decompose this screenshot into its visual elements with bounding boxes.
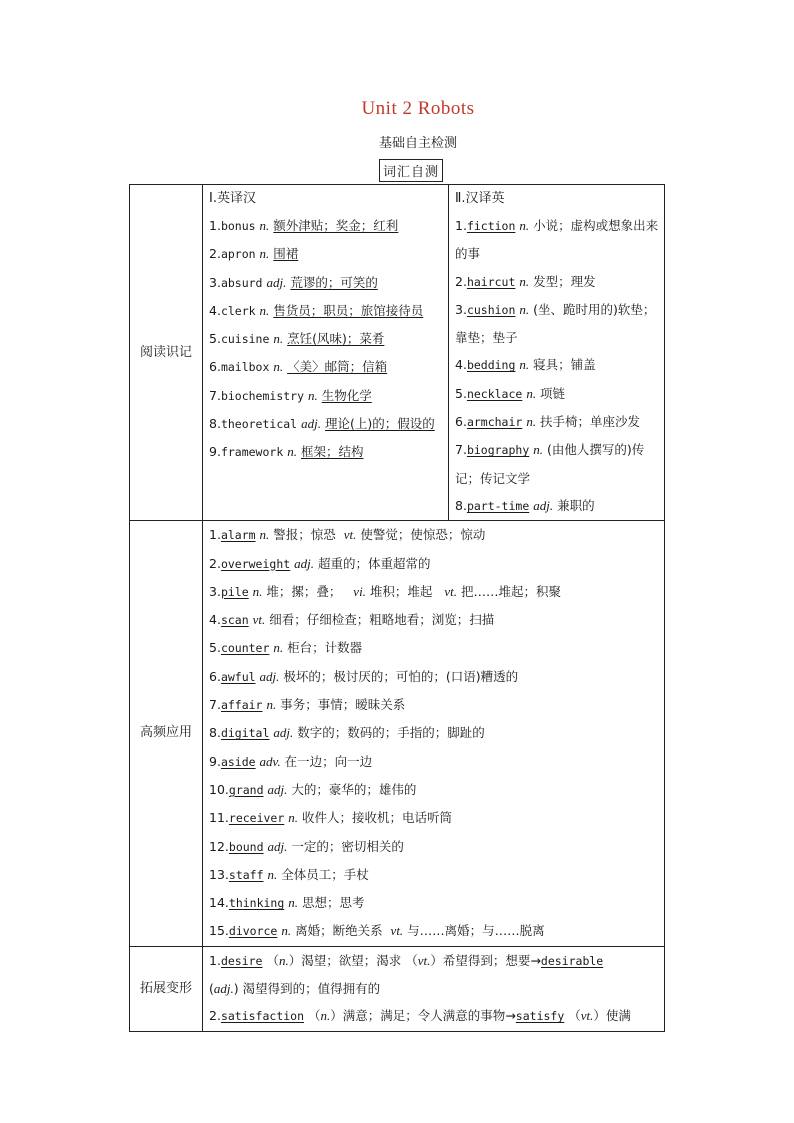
entry-text: n. [288, 810, 299, 826]
entry-text: 1. [209, 952, 221, 968]
entry-text: 兼职的 [557, 497, 595, 513]
entry-text: 数字的；数码的；手指的；脚趾的 [297, 725, 485, 741]
entry-text: 额外津贴；奖金；红利 [273, 218, 399, 233]
list-item [209, 719, 660, 747]
entry-text: cuisine [220, 332, 270, 347]
entry-text: 2. [209, 555, 221, 571]
entry-text: counter [220, 641, 270, 656]
entry-text: (坐、跪时用的)软垫；靠垫；垫子 [455, 301, 656, 346]
entry-text: 7. [455, 442, 467, 458]
entry-text: 1. [209, 527, 221, 543]
list-item [209, 240, 444, 268]
entry-text: 4. [209, 612, 221, 628]
entry-text: 荒谬的；可笑的 [290, 274, 378, 290]
entry-text: n. [259, 246, 270, 262]
entry-text: necklace [466, 386, 523, 401]
entry-text: 事务；事情；暧昧关系 [280, 697, 406, 713]
list-item [209, 917, 660, 945]
list-item [455, 492, 660, 520]
entry-text: 围裙 [273, 246, 299, 262]
list-item [209, 578, 660, 606]
entry-text: bonus [220, 219, 256, 233]
entry-text: awful [220, 669, 256, 684]
entry-text: 2. [209, 246, 221, 262]
entry-text: adj. [259, 668, 280, 684]
entry-text: （ [568, 1008, 581, 1024]
expand-list [203, 946, 665, 1031]
list-item [209, 889, 660, 917]
entry-text: mailbox [220, 360, 270, 375]
entry-text: bedding [466, 358, 516, 373]
entry-text: 生物化学 [321, 387, 372, 403]
entry-text: haircut [466, 274, 516, 289]
entry-text: 8. [209, 416, 221, 432]
entry-text: 在一边；向一边 [284, 753, 373, 769]
entry-text: n. [519, 301, 530, 317]
entry-text: 2. [209, 1008, 221, 1024]
entry-text: n. [287, 444, 297, 460]
entry-text: staff [228, 867, 264, 882]
reading-row [130, 185, 665, 521]
entry-text: adj. [533, 497, 554, 513]
entry-text: n. [519, 218, 530, 233]
entry-text: 3. [455, 301, 467, 317]
list-item [209, 353, 444, 381]
entry-text: 1. [209, 218, 221, 233]
entry-text: 寝具；铺盖 [533, 357, 596, 373]
zh-en-header: Ⅱ.汉译英 [455, 191, 505, 206]
entry-text: 9. [209, 444, 221, 460]
entry-text: 收件人；接收机；电话听筒 [302, 810, 453, 826]
entry-text: 发型；理发 [533, 273, 596, 289]
entry-text: n. [526, 414, 537, 430]
entry-text: 12. [209, 838, 229, 854]
entry-text: vt. [343, 527, 357, 543]
entry-text: 一定的；密切相关的 [291, 838, 404, 854]
entry-text: n. [259, 527, 270, 543]
entry-text: adv. [259, 753, 281, 769]
entry-text: n. [281, 923, 292, 939]
entry-text: 思想；思考 [302, 895, 365, 911]
arrow-icon: → [505, 1008, 516, 1024]
entry-text: n. [267, 866, 278, 882]
entry-text: apron [220, 247, 256, 262]
list-item-continuation [209, 975, 660, 1002]
entry-text: 售货员；职员；旅馆接待员 [273, 302, 424, 318]
entry-text: 大的；豪华的；雄伟的 [291, 781, 417, 797]
entry-text: n. [533, 442, 543, 458]
entry-text: （ [266, 952, 279, 968]
entry-text: 使满 [605, 1008, 631, 1024]
entry-text: 极坏的；极讨厌的；可怕的；(口语)糟透的 [283, 668, 519, 684]
entry-text: 9. [209, 753, 221, 769]
list-item [209, 1002, 660, 1030]
entry-text: adj. [294, 555, 315, 571]
entry-text: satisfaction [220, 1009, 305, 1024]
section-subtitle: 基础自主检测 [378, 136, 457, 151]
entry-text: adj. [213, 981, 234, 997]
entry-text: 小说；虚构或想象出来的事 [455, 218, 659, 262]
entry-text: n. [519, 357, 530, 373]
entry-text: 满意；满足；令人满意的事物 [342, 1008, 506, 1024]
entry-text: adj. [266, 274, 287, 290]
entry-text: （ [308, 1008, 321, 1024]
entry-text: 堆；摞；叠； [266, 583, 342, 599]
entry-text: 项链 [540, 385, 566, 401]
entry-text: receiver [228, 811, 285, 826]
entry-text: grand [228, 782, 264, 797]
vocab-table [129, 184, 665, 1032]
expand-label: 拓展变形 [130, 946, 203, 1031]
entry-text: 8. [209, 725, 221, 741]
list-item [455, 268, 660, 296]
entry-text: 理论(上)的；假设的 [324, 416, 435, 432]
page-title: Unit 2 Robots [361, 98, 475, 119]
entry-text: biochemistry [220, 388, 305, 403]
arrow-icon: → [530, 952, 541, 968]
entry-text: 5. [209, 331, 221, 347]
entry-text: ） [430, 952, 443, 968]
list-item [455, 436, 660, 492]
entry-text: 堆积；堆起 [369, 583, 433, 599]
entry-text: desire [220, 953, 263, 968]
entry-text: 渴望得到的；值得拥有的 [242, 981, 381, 997]
entry-text: 5. [209, 640, 221, 656]
entry-text: 1. [455, 218, 467, 233]
entry-text: theoretical [220, 417, 298, 432]
entry-text: 2. [455, 273, 467, 289]
list-item [455, 351, 660, 379]
entry-text: 4. [455, 357, 467, 373]
entry-text: 超重的；体重超常的 [318, 555, 431, 571]
entry-text: 离婚；断绝关系 [295, 923, 383, 939]
entry-text: 警报；惊恐 [273, 527, 336, 543]
entry-text: desirable [540, 953, 604, 968]
entry-text: part-time [466, 498, 530, 513]
list-item [209, 521, 660, 549]
entry-text: 柜台；计数器 [287, 640, 363, 656]
entry-text: 希望得到；想要 [442, 952, 531, 968]
entry-text: n. [259, 302, 270, 318]
entry-text: n. [259, 218, 270, 233]
entry-text: adj. [273, 725, 294, 741]
entry-text: n. [273, 331, 284, 347]
entry-text: pile [220, 584, 249, 599]
entry-text: 6. [455, 414, 467, 430]
entry-text: armchair [466, 415, 523, 430]
list-item [209, 861, 660, 889]
entry-text: n. [526, 385, 537, 401]
list-item [209, 325, 444, 353]
entry-text: 细看；仔细检查；粗略地看；浏览；扫描 [269, 612, 495, 628]
frequent-row [130, 521, 665, 946]
entry-text: biography [466, 443, 530, 458]
entry-text: 10. [209, 781, 229, 797]
en-zh-header: Ⅰ.英译汉 [209, 191, 256, 206]
entry-text: 与……离婚；与……脱离 [407, 923, 545, 939]
entry-text: n. [273, 359, 284, 375]
list-item [209, 438, 444, 466]
entry-text: 使警觉；使惊恐；惊动 [360, 527, 486, 543]
section-heading: 词汇自测 [379, 159, 443, 182]
entry-text: 渴望；欲望；渴求 [301, 952, 402, 968]
entry-text: 3. [209, 583, 221, 599]
entry-text: 框架；结构 [300, 444, 364, 460]
en-zh-column [203, 185, 449, 521]
entry-text: 4. [209, 302, 221, 318]
entry-text: adj. [267, 838, 288, 854]
list-item [209, 833, 660, 861]
entry-text: n. [252, 583, 263, 599]
list-item [209, 550, 660, 578]
list-item [209, 382, 444, 410]
entry-text: (由他人撰写的)传记；传记文学 [455, 442, 645, 486]
list-item [209, 297, 444, 325]
entry-text: vt. [390, 923, 404, 939]
entry-text: affair [220, 698, 263, 713]
entry-text: divorce [228, 924, 278, 939]
entry-text: n. [320, 1008, 331, 1024]
entry-text: scan [220, 613, 249, 628]
entry-text: thinking [228, 896, 285, 911]
frequent-list [203, 521, 665, 946]
list-item [455, 408, 660, 436]
frequent-label: 高频应用 [130, 521, 203, 946]
entry-text: overweight [220, 556, 291, 571]
entry-text: 13. [209, 866, 229, 882]
entry-text: cushion [466, 302, 516, 317]
entry-text: n. [519, 273, 530, 289]
entry-text: digital [220, 726, 270, 741]
reading-label: 阅读识记 [130, 185, 203, 521]
entry-text: 14. [209, 895, 229, 911]
entry-text: satisfy [515, 1009, 565, 1024]
entry-text: n. [273, 640, 284, 656]
entry-text: n. [278, 952, 289, 968]
entry-text: vt. [252, 612, 266, 628]
entry-text: （ [405, 952, 418, 968]
entry-text: 5. [455, 385, 467, 401]
list-item [209, 212, 444, 240]
entry-text: ） [330, 1008, 343, 1024]
list-item [209, 748, 660, 776]
entry-text: 6. [209, 668, 221, 684]
entry-text: 〈美〉邮筒；信箱 [287, 359, 388, 375]
entry-text: absurd [220, 275, 263, 290]
list-item [209, 804, 660, 832]
entry-text: adj. [301, 416, 321, 432]
entry-text: n. [308, 387, 318, 403]
entry-text: vt. [417, 952, 431, 968]
entry-text: adj. [267, 781, 288, 797]
entry-text: framework [220, 445, 284, 460]
entry-text: clerk [220, 303, 256, 318]
entry-text: 15. [209, 923, 229, 939]
entry-text: 8. [455, 497, 467, 513]
entry-text: n. [288, 895, 299, 911]
list-item [209, 691, 660, 719]
entry-text: 烹饪(风味)；菜肴 [287, 331, 385, 347]
entry-text: vt. [444, 583, 457, 599]
entry-text: 全体员工；手杖 [281, 866, 369, 882]
entry-text: 7. [209, 387, 221, 403]
entry-text: vt. [580, 1008, 594, 1024]
entry-text: aside [220, 754, 256, 769]
entry-text: 把……堆起；积聚 [460, 583, 561, 599]
entry-text: ） [593, 1008, 606, 1024]
entry-text: alarm [220, 528, 256, 543]
list-item [209, 947, 660, 975]
list-item [209, 269, 444, 297]
zh-en-column [449, 185, 665, 521]
entry-text: 扶手椅；单座沙发 [540, 414, 641, 430]
entry-text: fiction [466, 219, 516, 233]
list-item [209, 606, 660, 634]
entry-text: n. [266, 697, 277, 713]
list-item [455, 212, 660, 268]
list-item [455, 296, 660, 352]
list-item [209, 410, 444, 438]
entry-text: 11. [209, 810, 229, 826]
entry-text: ) [233, 981, 239, 997]
entry-text: 7. [209, 697, 221, 713]
expand-row [130, 946, 665, 1031]
entry-text: 6. [209, 359, 221, 375]
list-item [209, 634, 660, 662]
entry-text: vi. [353, 583, 366, 599]
entry-text: 3. [209, 274, 221, 290]
list-item [209, 776, 660, 804]
list-item [209, 663, 660, 691]
list-item [455, 380, 660, 408]
entry-text: ） [288, 952, 302, 968]
entry-text: bound [228, 839, 264, 854]
entry-text: ( [209, 981, 214, 997]
